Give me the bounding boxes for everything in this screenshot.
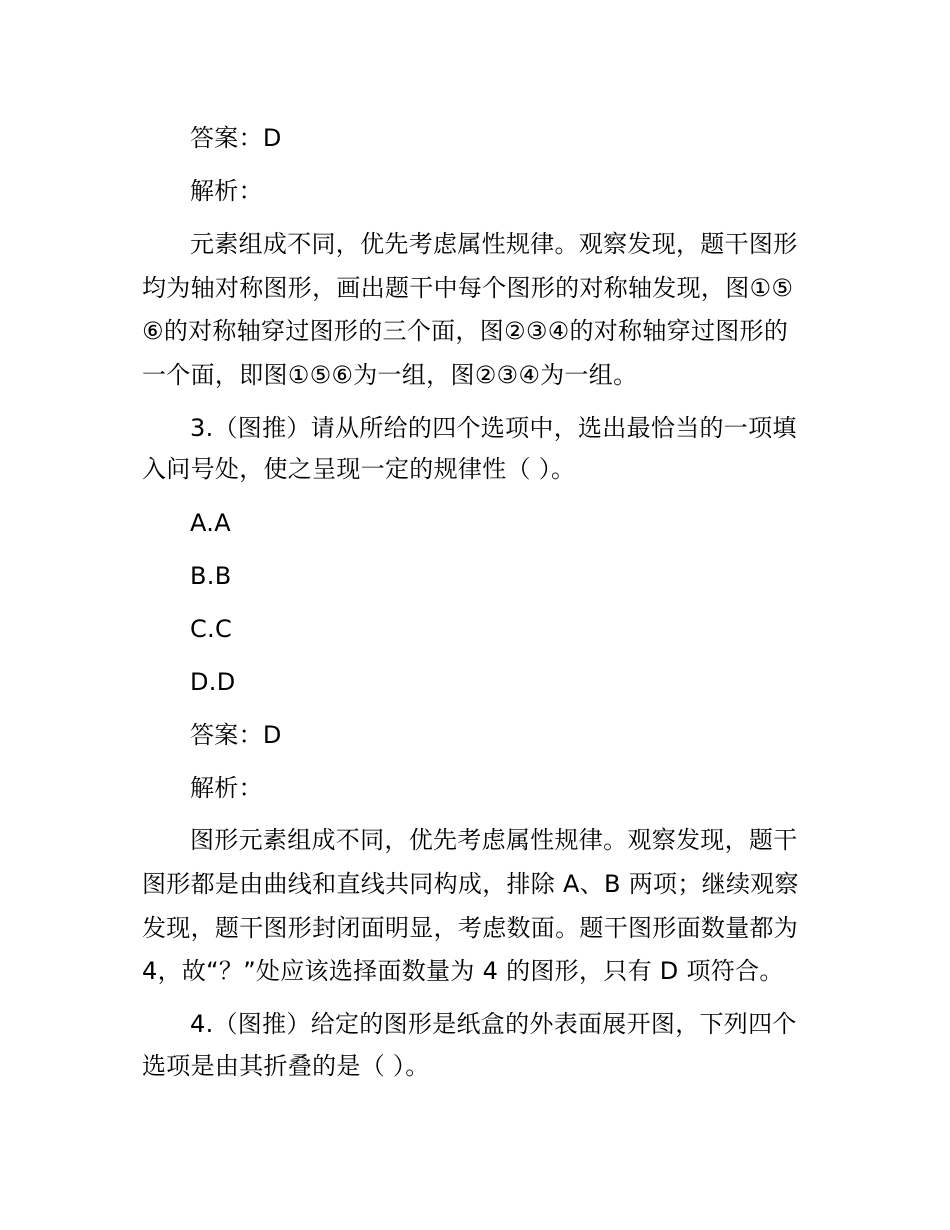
question-line: 入问号处，使之呈现一定的规律性（ ）。 — [142, 455, 576, 483]
q3-option-a: A.A — [190, 509, 231, 537]
paragraph-line: 图形元素组成不同，优先考虑属性规律。观察发现，题干 — [190, 826, 798, 854]
question-line: 选项是由其折叠的是（ ）。 — [142, 1052, 430, 1080]
q3-answer: 答案：D — [190, 721, 282, 749]
q3-option-c: C.C — [190, 615, 233, 643]
paragraph-line: 发现，题干图形封闭面明显，考虑数面。题干图形面数量都为 — [142, 914, 799, 942]
paragraph-line: 图形都是由曲线和直线共同构成，排除 A、B 两项；继续观察 — [142, 870, 799, 898]
q2-answer: 答案：D — [190, 124, 282, 152]
paragraph-line: ⑥的对称轴穿过图形的三个面，图②③④的对称轴穿过图形的 — [142, 317, 789, 345]
q2-analysis-label: 解析： — [190, 177, 263, 205]
q3-option-d: D.D — [190, 668, 236, 696]
q3-analysis-label: 解析： — [190, 774, 263, 802]
q3-option-b: B.B — [190, 562, 232, 590]
paragraph-line: 均为轴对称图形，画出题干中每个图形的对称轴发现，图①⑤ — [142, 274, 794, 302]
paragraph-line: 一个面，即图①⑤⑥为一组，图②③④为一组。 — [142, 361, 638, 389]
paragraph-line: 元素组成不同，优先考虑属性规律。观察发现，题干图形 — [190, 230, 798, 258]
paragraph-line: 4，故“？”处应该选择面数量为 4 的图形，只有 D 项符合。 — [142, 957, 784, 985]
question-line: 4.（图推）给定的图形是纸盒的外表面展开图，下列四个 — [190, 1010, 797, 1038]
question-line: 3.（图推）请从所给的四个选项中，选出最恰当的一项填 — [190, 414, 797, 442]
